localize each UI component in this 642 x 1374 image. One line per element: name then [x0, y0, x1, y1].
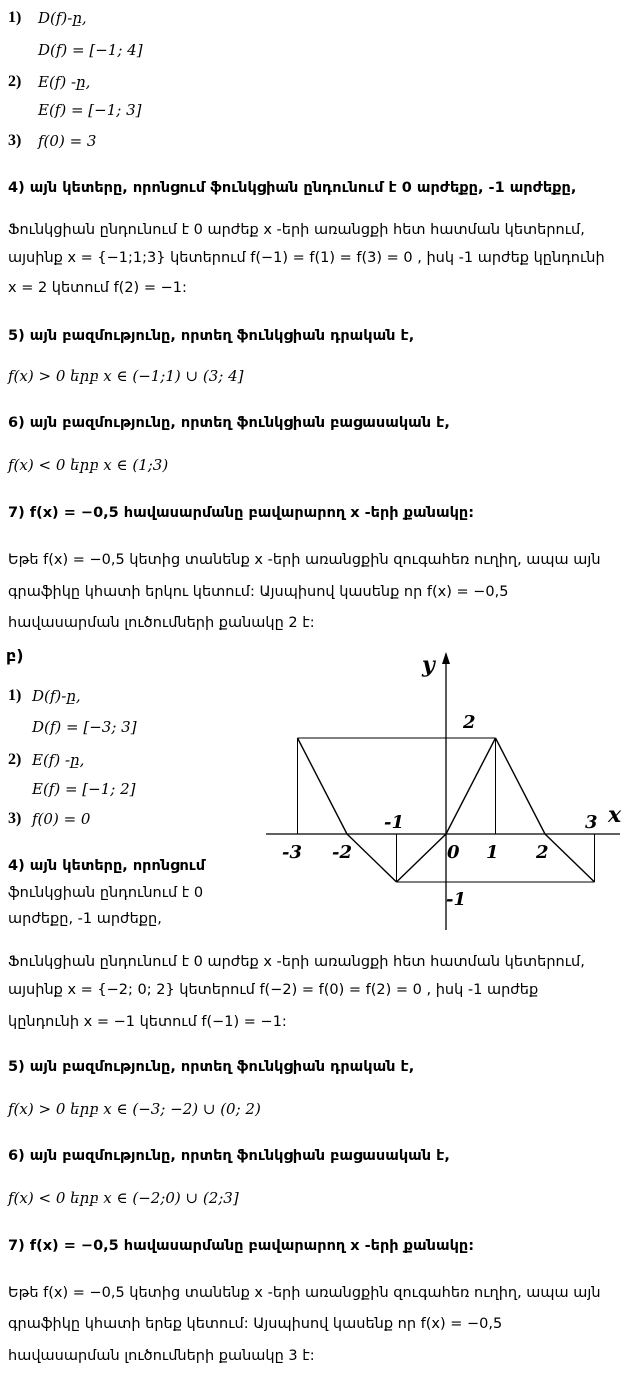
section-heading: 6) այն բազմությունը, որտեղ ֆունկցիան բացասական է, — [8, 1148, 450, 1164]
y-axis-arrow — [442, 652, 450, 664]
curve-segment — [347, 834, 397, 882]
math-line: f(x) < 0 երբ x ∈ (−2;0) ∪ (2;3] — [8, 1189, 239, 1207]
paragraph-line: x = 2 կետում f(2) = −1: — [8, 280, 187, 296]
tick-label-m2: -2 — [332, 842, 352, 863]
paragraph-line: կընդունի x = −1 կետում f(−1) = −1: — [8, 1014, 287, 1030]
item-number: 3) — [8, 132, 22, 149]
domain-value: D(f) = [−1; 4] — [38, 41, 143, 59]
paragraph-line: այսինք x = {−2; 0; 2} կետերում f(−2) = f(0) = f(2) = 0 , իսկ -1 արժեք — [8, 982, 539, 998]
paragraph-line: Ֆունկցիան ընդունում է 0 արժեք x -երի առանցքի հետ հատման կետերում, — [8, 954, 585, 970]
domain-value: D(f) = [−3; 3] — [32, 718, 137, 736]
paragraph-line: գրաֆիկը կհատի երեք կետում: Այսպիսով կասենք որ f(x) = −0,5 — [8, 1316, 503, 1332]
curve-segment — [298, 738, 348, 834]
curve-segment — [496, 738, 546, 834]
range-label: E(f) -ը, — [38, 73, 91, 91]
paragraph-line: հավասարման լուծումների քանակը 2 է: — [8, 615, 315, 631]
section-heading: 7) f(x) = −0,5 հավասարմանը բավարարող x -երի քանակը: — [8, 505, 475, 521]
graph-labels — [282, 652, 622, 910]
axis-label-y: y — [422, 652, 435, 678]
paragraph-line: ֆունկցիան ընդունում է 0 — [8, 885, 204, 901]
curve-segment — [446, 738, 496, 834]
paragraph-line: Եթե f(x) = −0,5 կետից տանենք x -երի առանցքին զուգահեռ ուղիղ, ապա այն — [8, 1285, 601, 1301]
domain-label: D(f)-ը, — [38, 9, 87, 27]
math-line: f(x) > 0 երբ x ∈ (−3; −2) ∪ (0; 2) — [8, 1100, 261, 1118]
curve-segment — [545, 834, 595, 882]
item-number: 1) — [8, 687, 22, 704]
item-number: 2) — [8, 751, 22, 768]
tick-label-m3: -3 — [282, 842, 302, 863]
curve-segment — [397, 834, 447, 882]
tick-label-1: 1 — [486, 842, 499, 863]
paragraph-line: արժեքը, -1 արժեքը, — [8, 911, 162, 927]
section-heading: 6) այն բազմությունը, որտեղ ֆունկցիան բացասական է, — [8, 415, 450, 431]
range-label: E(f) -ը, — [32, 751, 85, 769]
ytick-label-2: 2 — [463, 712, 476, 733]
item-number: 2) — [8, 73, 22, 90]
function-graph — [260, 640, 640, 940]
section-heading: 5) այն բազմությունը, որտեղ ֆունկցիան դրական է, — [8, 1059, 415, 1075]
tick-label-m1: -1 — [384, 812, 404, 833]
range-value: E(f) = [−1; 2] — [32, 780, 136, 798]
section-heading-text: 4) այն կետերը, որոնցում — [8, 858, 206, 874]
f0-value: f(0) = 3 — [38, 132, 97, 150]
math-line: f(x) > 0 երբ x ∈ (−1;1) ∪ (3; 4] — [8, 367, 244, 385]
tick-label-0: 0 — [447, 842, 460, 863]
paragraph-line: այսինք x = {−1;1;3} կետերում f(−1) = f(1) = f(3) = 0 , իսկ -1 արժեք կընդունի — [8, 250, 605, 266]
domain-label: D(f)-ը, — [32, 687, 81, 705]
paragraph-line: հավասարման լուծումների քանակը 3 է: — [8, 1348, 315, 1364]
item-number: 3) — [8, 810, 22, 827]
paragraph-line: Եթե f(x) = −0,5 կետից տանենք x -երի առանցքին զուգահեռ ուղիղ, ապա այն — [8, 552, 601, 568]
tick-label-3: 3 — [585, 812, 598, 833]
ytick-label-m1: -1 — [446, 889, 466, 910]
f0-value: f(0) = 0 — [32, 810, 91, 828]
section-heading: 7) f(x) = −0,5 հավասարմանը բավարարող x -երի քանակը: — [8, 1238, 475, 1254]
section-heading — [8, 856, 205, 876]
section-heading: 5) այն բազմությունը, որտեղ ֆունկցիան դրական է, — [8, 328, 415, 344]
graph-axes — [266, 652, 620, 930]
math-line: f(x) < 0 երբ x ∈ (1;3) — [8, 456, 169, 474]
range-value: E(f) = [−1; 3] — [38, 101, 142, 119]
axis-label-x: x — [608, 802, 622, 828]
paragraph-line: Ֆունկցիան ընդունում է 0 արժեք x -երի առանցքի հետ հատման կետերում, — [8, 222, 585, 238]
part-label: բ) — [6, 646, 24, 665]
paragraph-line: գրաֆիկը կհատի երկու կետում: Այսպիսով կասենք որ f(x) = −0,5 — [8, 584, 509, 600]
section-heading: 4) այն կետերը, որոնցում ֆունկցիան ընդունում է 0 արժեքը, -1 արժեքը, — [8, 180, 577, 196]
tick-label-2: 2 — [536, 842, 549, 863]
item-number: 1) — [8, 9, 22, 26]
